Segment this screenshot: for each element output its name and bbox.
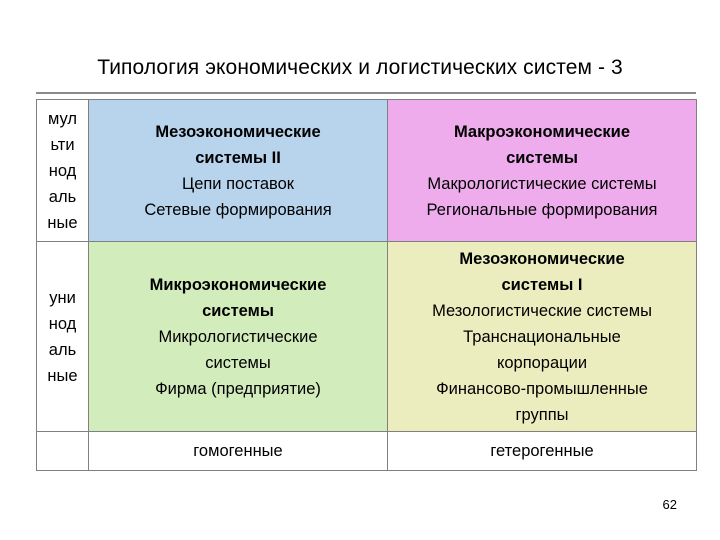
row-label-multinodal-text: мул ьти нод аль ные <box>47 109 78 232</box>
cell-meso-systems-2-line-2: Сетевые формирования <box>144 200 332 219</box>
cell-meso-systems-1-heading: Мезоэкономические системы I <box>459 249 625 294</box>
cell-meso-systems-1-line-1: Мезологистические системы <box>432 301 652 320</box>
slide-title: Типология экономических и логистических систем - 3 <box>97 56 623 79</box>
cell-micro-systems-heading: Микроэкономические системы <box>149 275 327 320</box>
column-label-heterogeneous: гетерогенные <box>388 432 697 471</box>
cell-meso-systems-2-line-1: Цепи поставок <box>181 174 294 193</box>
cell-micro-systems-line-1: Микрологистические <box>158 327 318 346</box>
cell-meso-systems-2 <box>89 100 388 242</box>
cell-macro-systems-line-2: Региональные формирования <box>426 200 658 219</box>
column-label-homogeneous: гомогенные <box>89 432 388 471</box>
table-row-uninodal <box>37 242 697 432</box>
cell-micro-systems-line-3: Фирма (предприятие) <box>155 379 321 398</box>
cell-micro-systems-line-2: системы <box>205 353 271 372</box>
row-label-uninodal-text: уни нод аль ные <box>47 288 78 385</box>
cell-meso-systems-1-line-5: группы <box>515 405 569 424</box>
cell-macro-systems-line-1: Макрологистические системы <box>427 174 657 193</box>
row-label-uninodal <box>37 242 89 432</box>
table-row-homogeneity <box>37 432 697 471</box>
row-label-multinodal <box>37 100 89 242</box>
cell-macro-systems-heading: Макроэкономические системы <box>453 122 631 167</box>
cell-macro-systems <box>388 100 697 242</box>
cell-micro-systems <box>89 242 388 432</box>
corner-cell <box>37 432 89 471</box>
title-underline <box>36 92 696 94</box>
cell-meso-systems-1-line-3: корпорации <box>496 353 588 372</box>
cell-meso-systems-1-line-2: Транснациональные <box>463 327 621 346</box>
table-row-multinodal <box>37 100 697 242</box>
typology-table <box>36 99 697 471</box>
page-number: 62 <box>662 497 677 512</box>
cell-meso-systems-1 <box>388 242 697 432</box>
cell-meso-systems-2-heading: Мезоэкономические системы II <box>155 122 321 167</box>
cell-meso-systems-1-line-4: Финансово-промышленные <box>436 379 648 398</box>
